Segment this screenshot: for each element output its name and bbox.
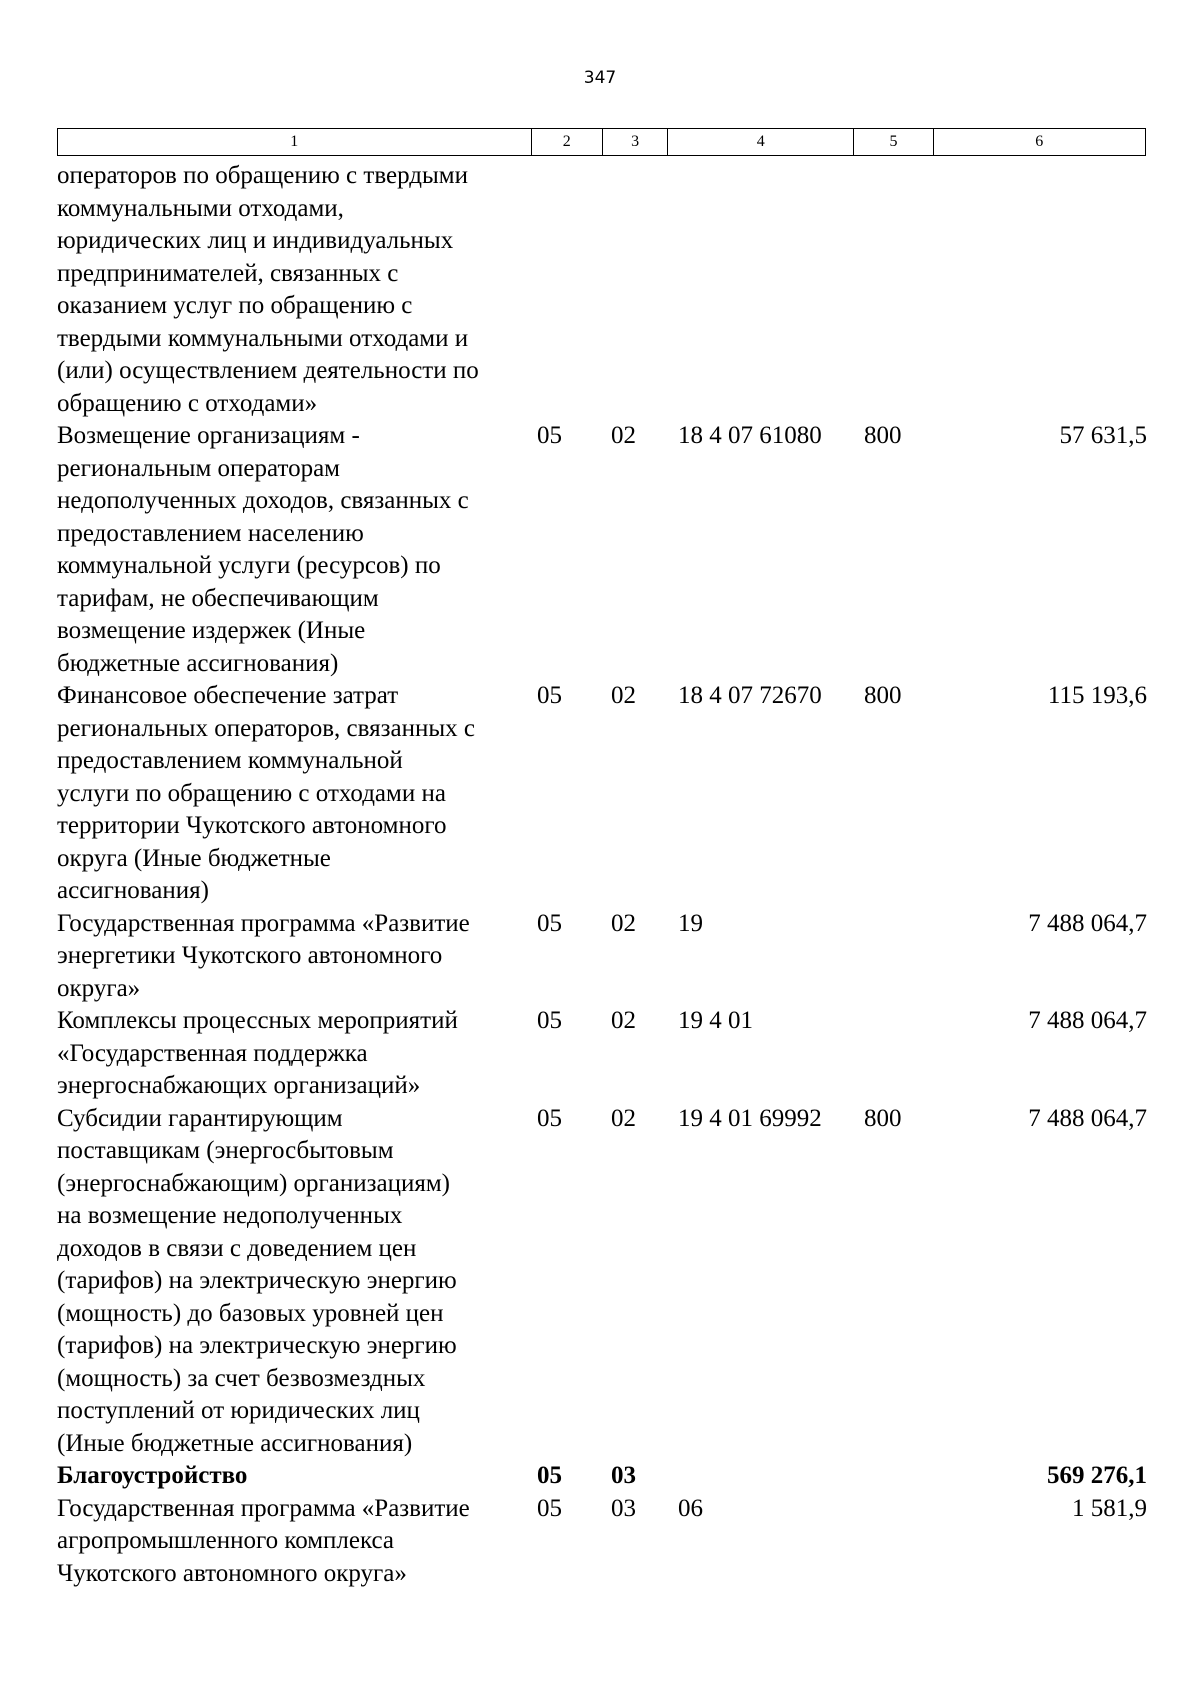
amount-value: 57 631,5 (1059, 422, 1147, 449)
page-number: 347 (583, 68, 617, 88)
budget-table-body (57, 160, 1147, 1590)
row-name-line: обращению с отходами» (57, 389, 318, 417)
row-name (57, 160, 535, 420)
column-header-5: 5 (854, 129, 933, 156)
target-article-code: 18 4 07 61080 (678, 422, 822, 449)
section-code: 05 (537, 1104, 562, 1132)
row-name-line: юридических лиц и индивидуальных (57, 227, 454, 254)
expense-type-code (861, 908, 931, 1006)
row-name-line: (энергоснабжающим) организациям) (57, 1169, 451, 1197)
row-name-line: энергоснабжающих организаций» (57, 1072, 421, 1099)
target-article-code: 19 4 01 (678, 1007, 753, 1034)
target-article-code: 06 (678, 1494, 703, 1522)
row-name-line: недополученных доходов, связанных с (57, 487, 469, 514)
row-name-line: поставщикам (энергосбытовым (57, 1137, 394, 1164)
row-name-line: коммунальной услуги (ресурсов) по (57, 552, 441, 579)
row-name-line: Государственная программа «Развитие (57, 1494, 470, 1522)
column-header-6: 6 (933, 129, 1145, 156)
row-name-line: коммунальными отходами, (57, 194, 344, 222)
row-name-line: территории Чукотского автономного (57, 812, 447, 839)
row-name (57, 420, 535, 680)
section-code: 05 (537, 909, 562, 937)
subsection-code: 03 (611, 1494, 636, 1522)
amount-value: 7 488 064,7 (1028, 1007, 1147, 1034)
subsection-code: 02 (611, 1007, 636, 1034)
row-name-line: поступлений от юридических лиц (57, 1397, 420, 1424)
amount-value: 7 488 064,7 (1028, 909, 1147, 937)
subsection-code: 02 (611, 682, 636, 709)
column-header-table (57, 128, 1146, 156)
row-name-line: округа (Иные бюджетные (57, 844, 331, 872)
amount-value: 1 581,9 (1072, 1494, 1147, 1522)
target-article-code (675, 160, 861, 420)
row-name-line: предоставлением населению (57, 519, 364, 547)
expense-type-code: 800 (864, 682, 902, 709)
expense-type-code (861, 160, 931, 420)
section-code: 05 (537, 1462, 562, 1489)
row-name-line: региональным операторам (57, 454, 340, 482)
row-name-line: Чукотского автономного округа» (57, 1559, 407, 1587)
row-name-line: (или) осуществлением деятельности по (57, 357, 479, 384)
column-header-4: 4 (668, 129, 854, 156)
target-article-code: 18 4 07 72670 (678, 682, 822, 709)
amount-value (931, 160, 1147, 420)
table-row (57, 160, 1147, 420)
table-row (57, 1103, 1147, 1461)
row-name-line: операторов по обращению с твердыми (57, 162, 468, 189)
table-row (57, 1460, 1147, 1493)
amount-value: 569 276,1 (1047, 1462, 1147, 1489)
row-name (57, 908, 535, 1006)
expense-type-code (861, 1493, 931, 1591)
target-article-code (675, 1460, 861, 1493)
section-code: 05 (537, 682, 562, 709)
row-name-line: (Иные бюджетные ассигнования) (57, 1429, 413, 1457)
row-name-line: Финансовое обеспечение затрат (57, 682, 399, 709)
row-name (57, 1493, 535, 1591)
column-header-1: 1 (58, 129, 532, 156)
row-name-line: на возмещение недополученных (57, 1202, 403, 1229)
amount-value: 115 193,6 (1047, 682, 1147, 709)
row-name-line: (тарифов) на электрическую энергию (57, 1332, 457, 1359)
row-name-line: возмещение издержек (Иные (57, 617, 366, 644)
row-name (57, 1460, 535, 1493)
column-header-2: 2 (531, 129, 603, 156)
table-row (57, 1005, 1147, 1103)
subsection-code: 02 (611, 1104, 636, 1132)
subsection-code: 02 (611, 422, 636, 449)
target-article-code: 19 (678, 909, 703, 937)
row-name-line: (мощность) до базовых уровней цен (57, 1299, 444, 1327)
row-name-line: энергетики Чукотского автономного (57, 942, 443, 969)
row-name-line: оказанием услуг по обращению с (57, 292, 413, 319)
row-name-line: Возмещение организациям - (57, 422, 360, 449)
row-name-line: «Государственная поддержка (57, 1039, 368, 1067)
column-header-row (58, 129, 1146, 156)
row-name-line: округа» (57, 974, 141, 1002)
table-row (57, 420, 1147, 680)
section-code (535, 160, 608, 420)
row-name (57, 1005, 535, 1103)
subsection-code (608, 160, 675, 420)
section-code: 05 (537, 1007, 562, 1034)
row-name-line: Комплексы процессных мероприятий (57, 1007, 458, 1034)
row-name-line: тарифам, не обеспечивающим (57, 584, 379, 612)
row-name-line: ассигнования) (57, 877, 209, 904)
subsection-code: 03 (611, 1462, 636, 1489)
table-row (57, 1493, 1147, 1591)
expense-type-code: 800 (864, 1104, 902, 1132)
section-code: 05 (537, 1494, 562, 1522)
amount-value: 7 488 064,7 (1028, 1104, 1147, 1132)
target-article-code: 19 4 01 69992 (678, 1104, 822, 1132)
row-name-line: региональных операторов, связанных с (57, 714, 475, 742)
row-name-line: Субсидии гарантирующим (57, 1104, 343, 1132)
row-name-line: (мощность) за счет безвозмездных (57, 1364, 426, 1392)
row-name-line: агропромышленного комплекса (57, 1527, 395, 1554)
row-name-line: Государственная программа «Развитие (57, 909, 470, 937)
row-name-line: предпринимателей, связанных с (57, 259, 399, 287)
section-code: 05 (537, 422, 562, 449)
expense-type-code (861, 1005, 931, 1103)
row-name-line: (тарифов) на электрическую энергию (57, 1267, 457, 1294)
row-name-line: бюджетные ассигнования) (57, 649, 339, 677)
subsection-code: 02 (611, 909, 636, 937)
row-name-line: твердыми коммунальными отходами и (57, 324, 469, 352)
expense-type-code (861, 1460, 931, 1493)
row-name (57, 680, 535, 908)
row-name-line: доходов в связи с доведением цен (57, 1234, 417, 1262)
expense-type-code: 800 (864, 422, 902, 449)
column-header-3: 3 (603, 129, 668, 156)
table-row (57, 908, 1147, 1006)
row-name-line: предоставлением коммунальной (57, 747, 403, 774)
row-name-line: услуги по обращению с отходами на (57, 779, 446, 807)
table-row (57, 680, 1147, 908)
row-name (57, 1103, 535, 1461)
row-name-line: Благоустройство (57, 1462, 248, 1489)
